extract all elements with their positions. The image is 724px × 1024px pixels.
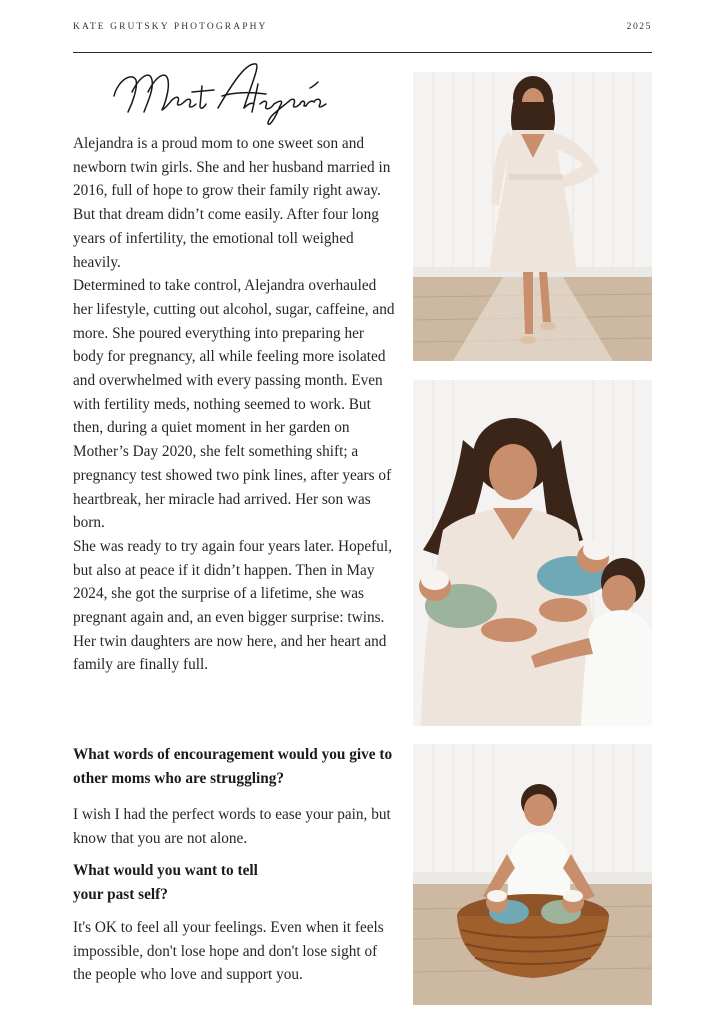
question-encouragement: What words of encouragement would you give to other moms who are struggling? — [73, 746, 393, 787]
answer-encouragement: I wish I had the perfect words to ease your pain, but know that you are not alone. — [73, 806, 391, 847]
question-past-self-line: your past self? — [73, 885, 168, 903]
question-past-self — [73, 859, 393, 906]
year-label: 2025 — [626, 22, 652, 32]
header-divider — [73, 52, 652, 53]
photo-son-with-twins-basket — [413, 744, 652, 1005]
story-paragraph: She was ready to try again four years later. Hopeful, but also at peace if it didn’t happen. Then in May 2024, she got the surprise of a lifetime, she was pregnant again and, an even bigger surprise: twins. Her twin daughters are now here, and her heart and family are finally full. — [73, 537, 393, 674]
story-paragraph: Determined to take control, Alejandra overhauled her lifestyle, cutting out alcohol, sugar, caffeine, and more. She poured everything into preparing her body for pregnancy, all while feeling more isolated and overwhelmed with every passing month. Even with fertility meds, nothing seemed to work. But then, during a quiet moment in her garden on Mother’s Day 2020, she felt something shift; a pregnancy test showed two pink lines, after years of heartbreak, her miracle had arrived. Her son was born. — [73, 277, 395, 532]
story-body — [73, 132, 398, 677]
photo-mother-with-twins-and-son-image — [413, 380, 652, 726]
photo-son-with-twins-basket-image — [413, 744, 652, 1005]
brand-name: KATE GRUTSKY PHOTOGRAPHY — [73, 22, 268, 32]
script-title — [110, 58, 330, 128]
story-paragraph: Alejandra is a proud mom to one sweet son and newborn twin girls. She and her husband married in 2016, full of hope to grow their family right away. But that dream didn’t come easily. After four long years of infertility, the emotional toll weighed heavily. — [73, 135, 391, 271]
script-title-artwork — [110, 58, 330, 128]
answer-past-self: It's OK to feel all your feelings. Even when it feels impossible, don't lose hope and don't lose sight of the people who love and support you. — [73, 919, 384, 983]
page-header — [73, 22, 652, 38]
question-past-self-line: What would you want to tell — [73, 862, 258, 879]
photo-mother-standing — [413, 72, 652, 361]
photo-mother-with-twins-and-son — [413, 380, 652, 726]
photo-mother-standing-image — [413, 72, 652, 361]
